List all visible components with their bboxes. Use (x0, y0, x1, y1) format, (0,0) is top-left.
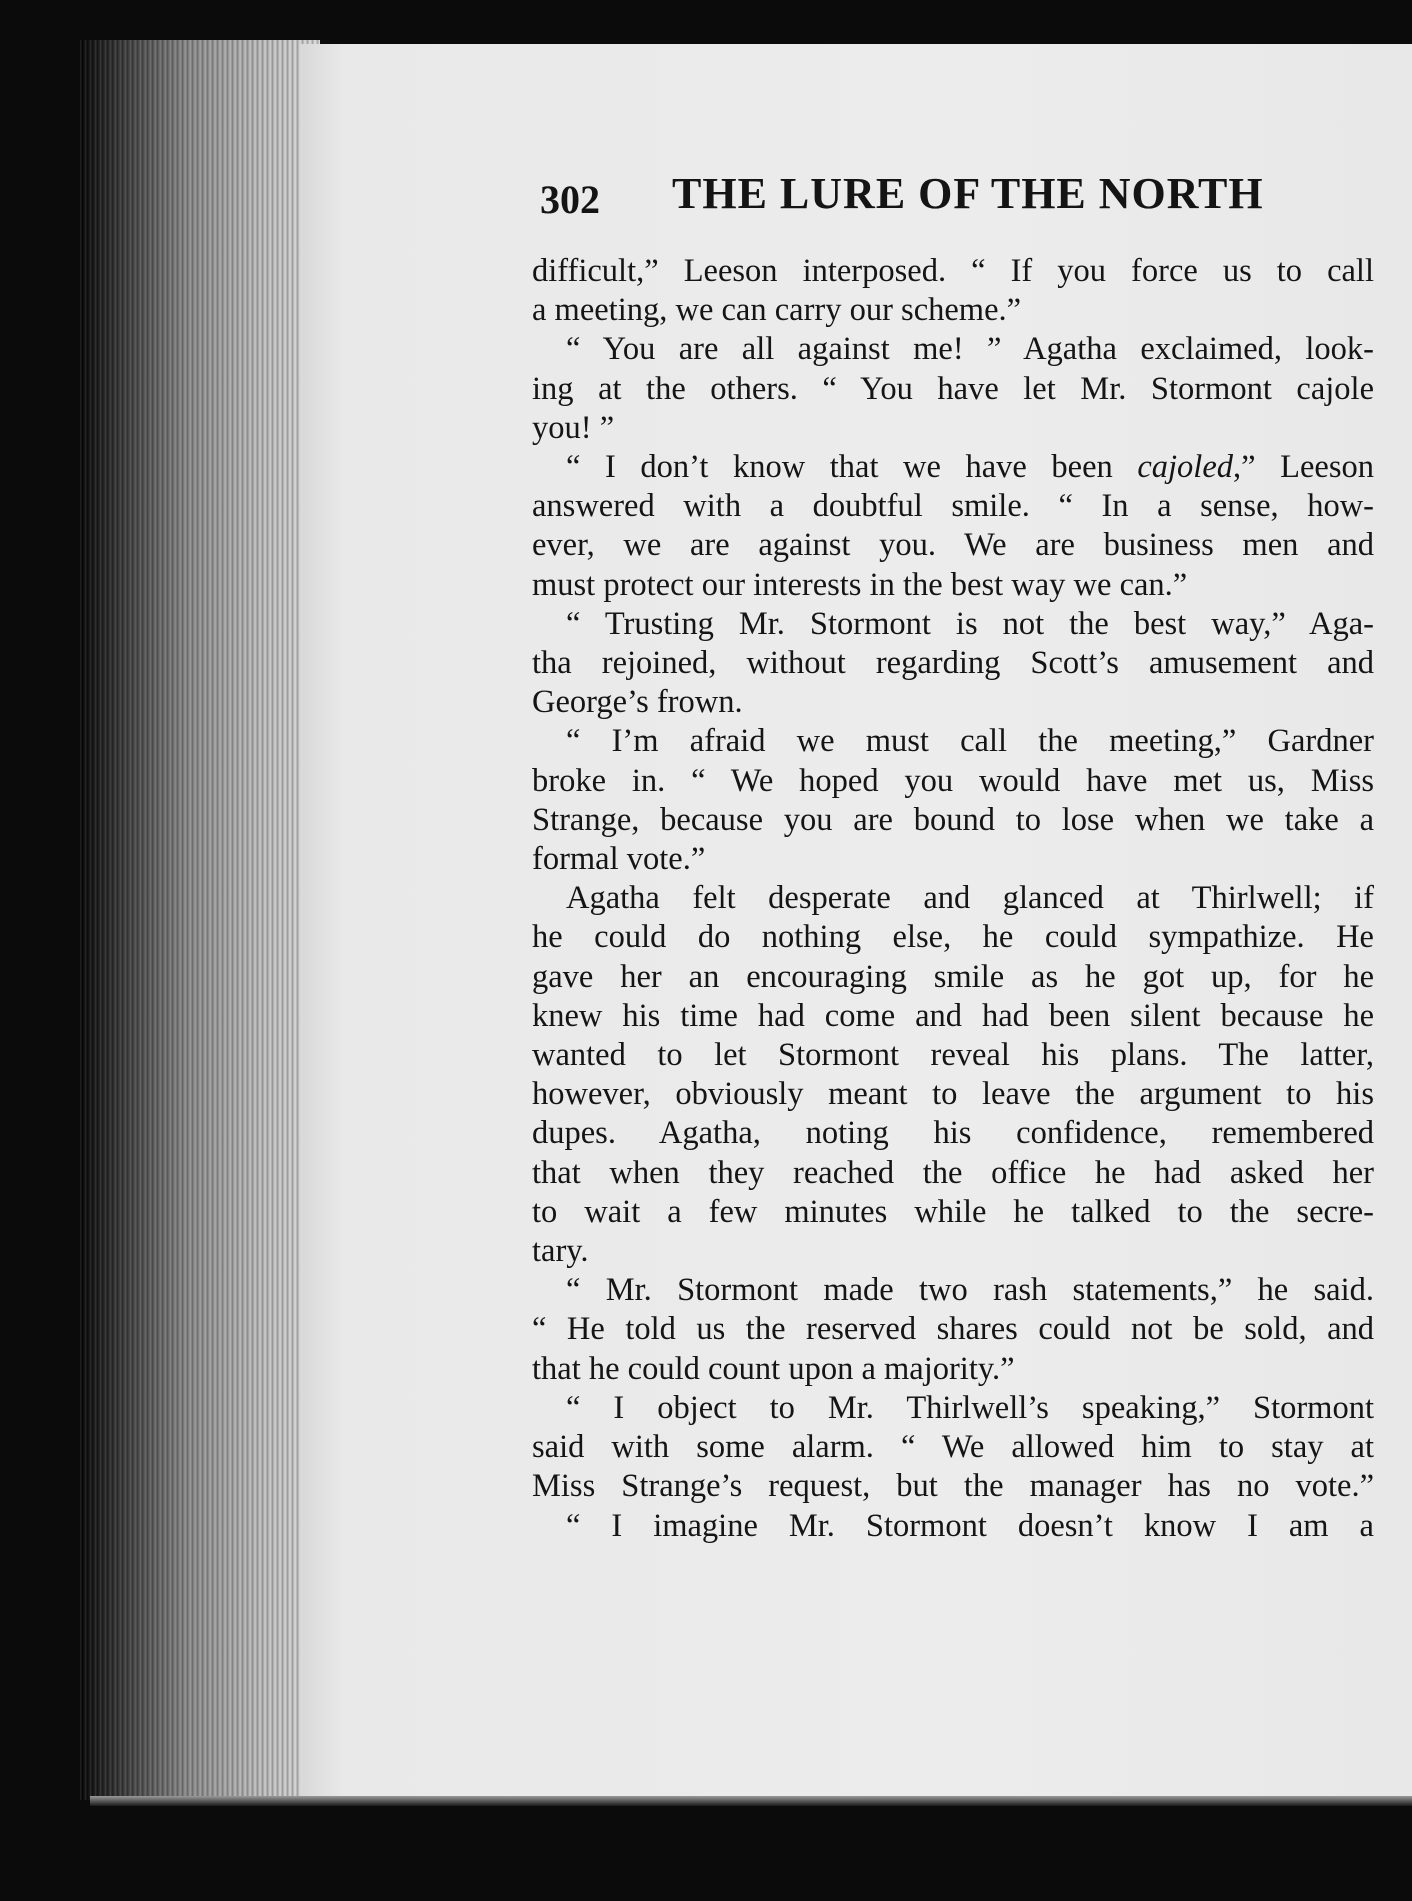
text-line: “ He told us the reserved shares could not be sold, and (532, 1311, 1374, 1348)
text-line: that when they reached the office he had asked her (532, 1154, 1374, 1191)
text-line: “ You are all against me! ” Agatha exclaimed, look- (566, 331, 1374, 368)
page-edge-stack (80, 40, 320, 1800)
text-line: Miss Strange’s request, but the manager has no vote.” (532, 1468, 1374, 1505)
text-line: tha rejoined, without regarding Scott’s amusement and (532, 645, 1374, 682)
text-line: “ Mr. Stormont made two rash statements,” he said. (566, 1272, 1374, 1309)
italic-word: cajoled (1137, 449, 1234, 486)
text-line: ever, we are against you. We are business men and (532, 527, 1374, 564)
text-line: answered with a doubtful smile. “ In a sense, how- (532, 488, 1374, 525)
page-bottom-shadow (90, 1796, 1412, 1806)
body-text (532, 252, 1374, 1546)
text-line: must protect our interests in the best way we can.” (532, 566, 1188, 603)
text-line: however, obviously meant to leave the argument to his (532, 1076, 1374, 1113)
page-header (540, 168, 1360, 238)
text-line: “ Trusting Mr. Stormont is not the best way,” Aga- (566, 605, 1374, 642)
text-line: you! ” (532, 409, 615, 446)
text-line: tary. (532, 1233, 589, 1270)
text-line: he could do nothing else, he could sympathize. He (532, 919, 1374, 956)
text-line: Agatha felt desperate and glanced at Thirlwell; if (566, 880, 1374, 917)
text-line: said with some alarm. “ We allowed him to stay at (532, 1429, 1374, 1466)
text-line: broke in. “ We hoped you would have met us, Miss (532, 762, 1374, 799)
text-line: George’s frown. (532, 684, 743, 721)
text-line: difficult,” Leeson interposed. “ If you force us to call (532, 253, 1374, 289)
text-line-italic-word: “ I don’t know that we have been cajoled,” Leeson (566, 449, 1374, 486)
text-line: “ I imagine Mr. Stormont doesn’t know I am a (566, 1507, 1374, 1544)
text-line: wanted to let Stormont reveal his plans. The latter, (532, 1037, 1374, 1074)
text-line: gave her an encouraging smile as he got up, for he (532, 958, 1374, 995)
text-line: ing at the others. “ You have let Mr. Stormont cajole (532, 370, 1374, 407)
text-line: “ I’m afraid we must call the meeting,” Gardner (566, 723, 1374, 760)
text-line: a meeting, we can carry our scheme.” (532, 292, 1022, 329)
text-line: “ I object to Mr. Thirlwell’s speaking,” Stormont (566, 1389, 1374, 1426)
text-line: to wait a few minutes while he talked to the secre- (532, 1193, 1374, 1230)
text-line: knew his time had come and had been silent because he (532, 997, 1374, 1034)
text-line: Strange, because you are bound to lose when we take a (532, 801, 1374, 838)
text-line: that he could count upon a majority.” (532, 1350, 1015, 1387)
page-number: 302 (540, 177, 600, 222)
running-title: THE LURE OF THE NORTH (672, 169, 1264, 218)
text-line: dupes. Agatha, noting his confidence, remembered (532, 1115, 1374, 1152)
text-line: formal vote.” (532, 841, 706, 878)
